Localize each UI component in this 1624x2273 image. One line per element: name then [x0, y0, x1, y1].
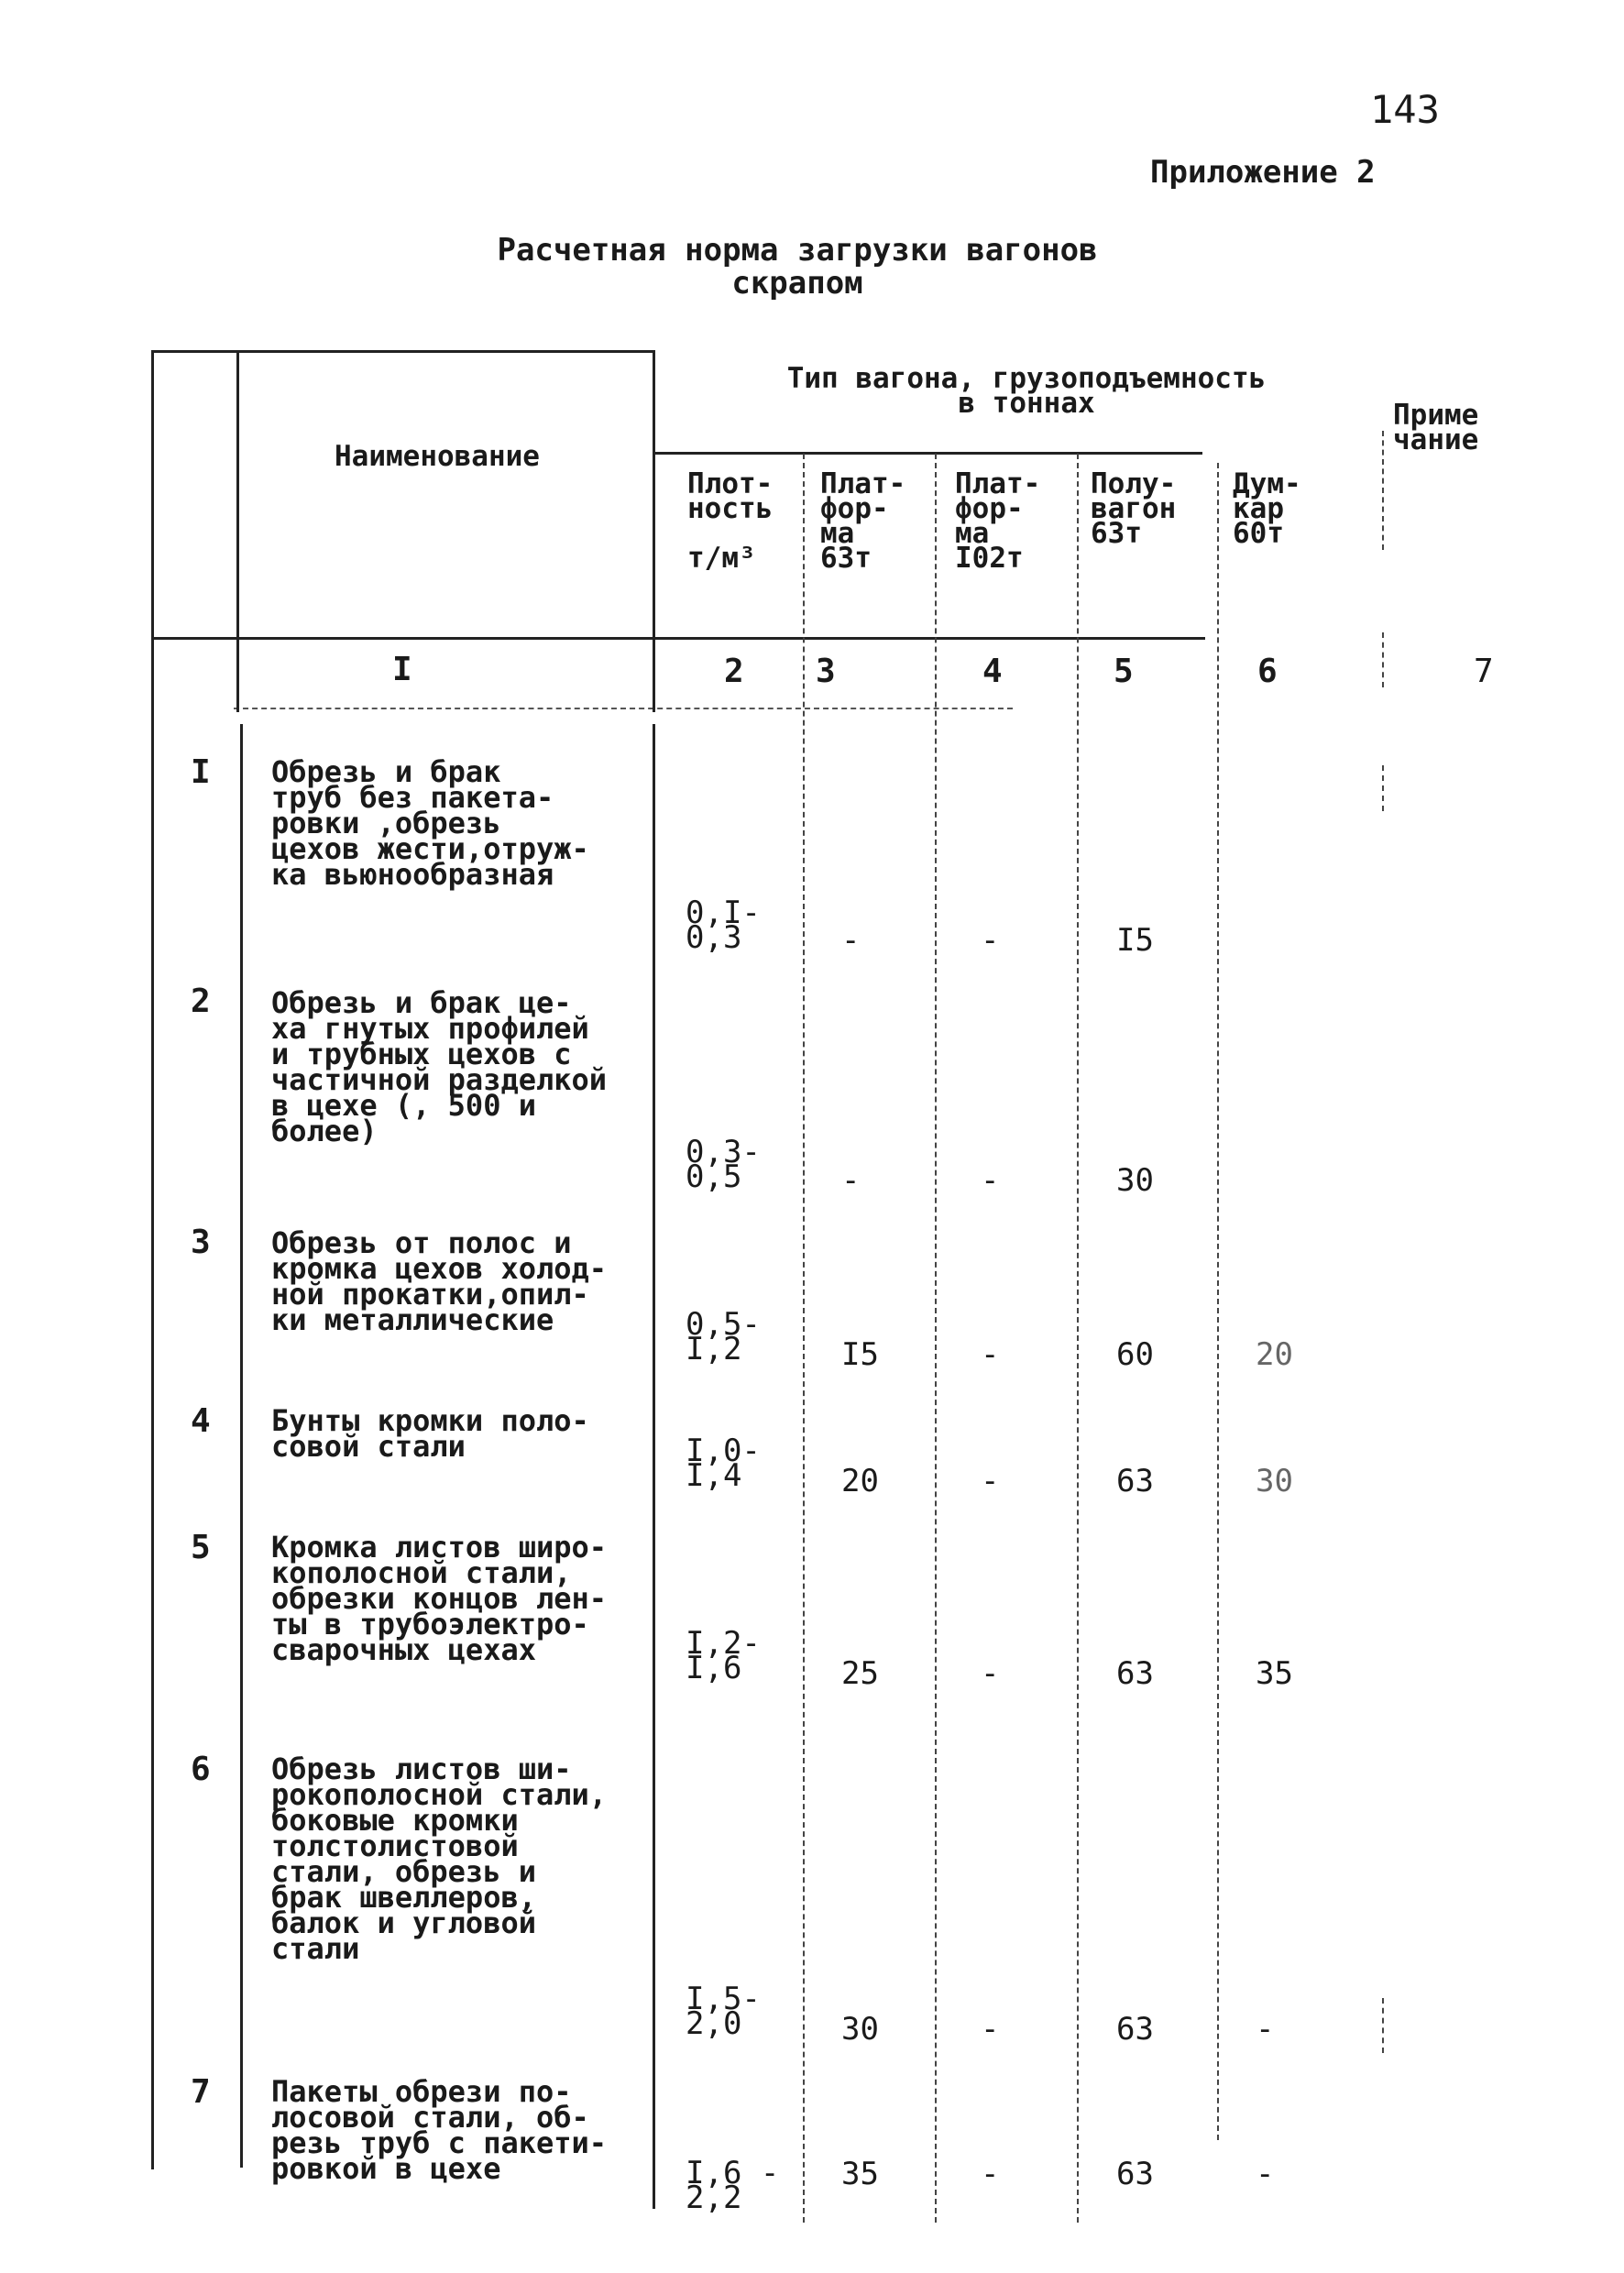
header-gondola-63: Полу- вагон 63т	[1091, 467, 1177, 550]
row-number: 4	[191, 1402, 211, 1440]
colnum-5: 5	[1114, 653, 1134, 690]
row-platform-63: 25	[841, 1655, 879, 1692]
row-dumpcar: -	[1256, 2156, 1275, 2192]
row-gondola: 63	[1116, 2156, 1154, 2192]
row-platform-63: -	[841, 1162, 861, 1199]
colnum-bottom-border	[234, 708, 1013, 709]
row-platform-63: 20	[841, 1463, 879, 1499]
col-divider-dump-end	[1382, 1998, 1384, 2053]
appendix-label: Приложение 2	[1150, 154, 1376, 191]
header-density: Плот- ность т/м³	[687, 467, 774, 575]
row-platform-102: -	[981, 2156, 1000, 2192]
row-number: 5	[191, 1529, 211, 1566]
row-density: 0,5- I,2	[686, 1306, 761, 1367]
col-divider-num-body	[240, 724, 243, 2168]
row-number: 2	[191, 983, 211, 1020]
row-name: Пакеты обрези по- лосовой стали, об- резь труб с пакети- ровкой в цехе	[271, 2074, 608, 2186]
col-divider-num	[236, 350, 239, 712]
col-divider-dump-mid	[1382, 632, 1384, 687]
row-gondola: 60	[1116, 1336, 1154, 1373]
row-density: 0,I- 0,3	[686, 895, 761, 956]
header-subdivider	[653, 452, 1202, 455]
row-platform-63: 35	[841, 2156, 879, 2192]
col-divider-gondola	[1217, 463, 1219, 2140]
header-note: Приме чание	[1393, 399, 1479, 456]
row-dumpcar: 30	[1256, 1463, 1293, 1499]
row-platform-102: -	[981, 922, 1000, 959]
colnum-4: 4	[982, 653, 1003, 690]
row-density: I,2- I,6	[686, 1625, 761, 1686]
row-dumpcar: -	[1256, 2011, 1275, 2048]
colnum-6: 6	[1257, 653, 1278, 690]
row-density: I,5- 2,0	[686, 1981, 761, 2042]
row-number: 7	[191, 2073, 211, 2111]
colnum-2: 2	[724, 653, 744, 690]
header-platform-63: Плат- фор- ма 63т	[820, 467, 906, 575]
col-divider-density	[803, 454, 805, 2223]
row-number: 3	[191, 1224, 211, 1261]
row-name: Кромка листов широ- кополосной стали, обрезки концов лен- ты в трубоэлектро- сварочных цехах	[271, 1530, 608, 1667]
row-gondola: 63	[1116, 1655, 1154, 1692]
header-bottom-border	[151, 637, 1205, 640]
col-divider-name	[653, 350, 655, 712]
header-wagon-type: Тип вагона, грузоподъемность в тоннах	[786, 362, 1267, 420]
row-name: Обрезь и брак труб без пакета- ровки ,обрезь цехов жести,отруж- ка вьюнообразная	[271, 754, 589, 892]
row-gondola: 63	[1116, 2011, 1154, 2048]
row-name: Обрезь и брак це- ха гнутых профилей и трубных цехов с частичной разделкой в цехе (, 500 и более)	[271, 985, 608, 1148]
row-platform-102: -	[981, 1463, 1000, 1499]
col-divider-dump-low	[1382, 765, 1384, 811]
table-left-border	[151, 350, 154, 2169]
row-number: I	[191, 753, 211, 791]
col-divider-name-body	[653, 724, 655, 2209]
row-name: Обрезь от полос и кромка цехов холод- ной прокатки,опил- ки металлические	[271, 1225, 608, 1337]
table-top-border	[151, 350, 655, 353]
row-platform-102: -	[981, 1655, 1000, 1692]
row-platform-63: I5	[841, 1336, 879, 1373]
row-dumpcar: 20	[1256, 1336, 1293, 1373]
row-name: Бунты кромки поло- совой стали	[271, 1403, 589, 1464]
row-number: 6	[191, 1751, 211, 1788]
row-dumpcar: 35	[1256, 1655, 1293, 1692]
header-platform-102: Плат- фор- ма I02т	[955, 467, 1041, 575]
header-name: Наименование	[335, 440, 540, 473]
row-gondola: 30	[1116, 1162, 1154, 1199]
row-name: Обрезь листов ши- рокополосной стали, боковые кромки толстолистовой стали, обрезь и брак швеллеров, балок и угловой стали	[271, 1751, 608, 1966]
page-title: Расчетная норма загрузки вагонов	[497, 232, 1098, 269]
row-platform-102: -	[981, 1162, 1000, 1199]
row-platform-63: 30	[841, 2011, 879, 2048]
row-gondola: 63	[1116, 1463, 1154, 1499]
colnum-3: 3	[816, 653, 836, 690]
row-density: 0,3- 0,5	[686, 1134, 761, 1195]
colnum-1: I	[392, 651, 412, 688]
col-divider-p102	[1077, 454, 1079, 2223]
colnum-7: 7	[1474, 653, 1494, 690]
header-dumpcar-60: Дум- кар 60т	[1233, 467, 1301, 550]
row-platform-102: -	[981, 2011, 1000, 2048]
row-platform-63: -	[841, 922, 861, 959]
col-divider-dump-top	[1382, 431, 1384, 550]
page-number: 143	[1370, 87, 1440, 132]
page-subtitle: скрапом	[731, 265, 863, 302]
row-density: I,6 - 2,2	[686, 2155, 780, 2216]
col-divider-p63	[935, 454, 937, 2223]
row-platform-102: -	[981, 1336, 1000, 1373]
row-gondola: I5	[1116, 922, 1154, 959]
row-density: I,0- I,4	[686, 1433, 761, 1494]
